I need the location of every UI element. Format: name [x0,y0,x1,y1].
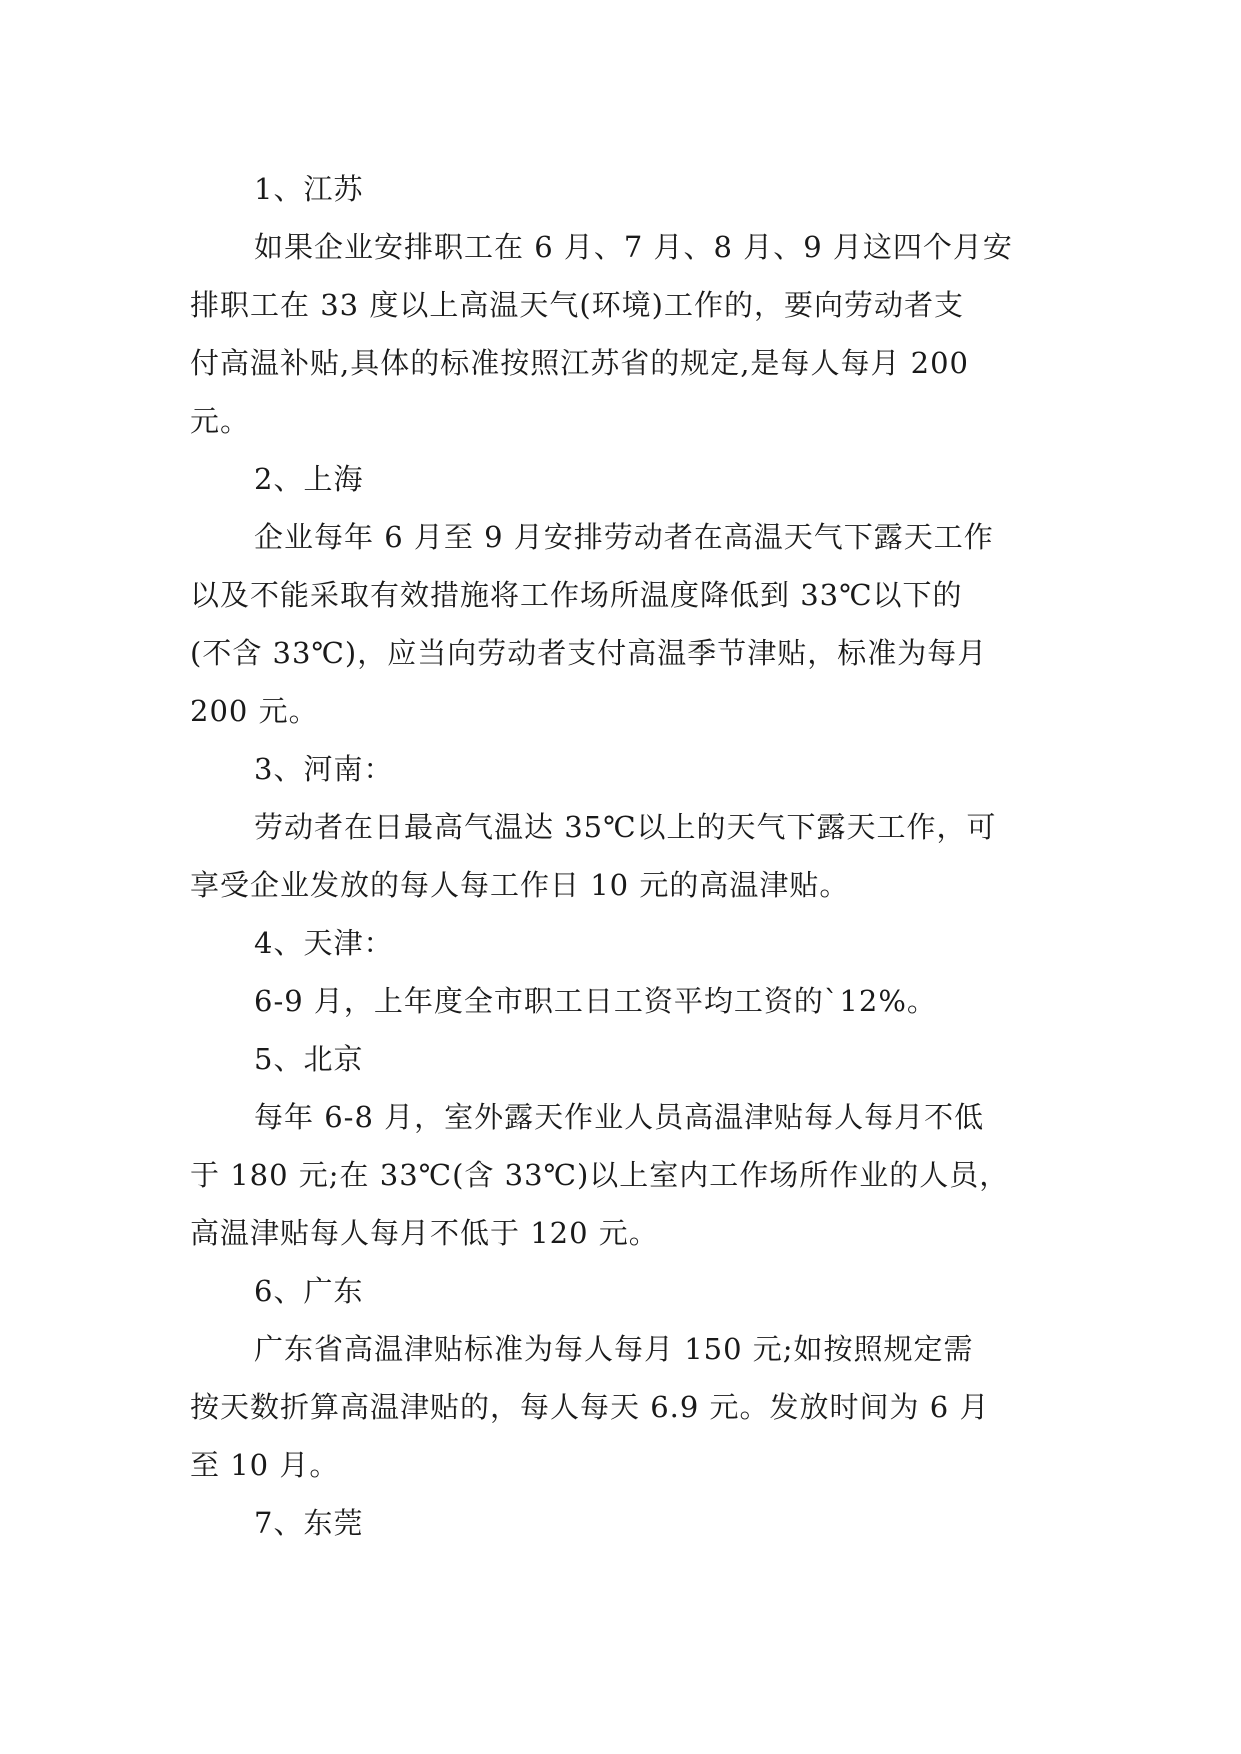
paragraph-line: 以及不能采取有效措施将工作场所温度降低到 33℃以下的 [190,578,963,612]
paragraph-line: 享受企业发放的每人每工作日 10 元的高温津贴。 [190,868,850,902]
paragraph-line: 6-9 月，上年度全市职工日工资平均工资的`12%。 [254,984,937,1018]
section-heading-henan: 3、河南： [254,752,394,786]
section-heading-guangdong: 6、广东 [254,1274,364,1308]
section-heading-tianjin: 4、天津： [254,926,394,960]
paragraph-line: 如果企业安排职工在 6 月、7 月、8 月、9 月这四个月安 [254,230,1013,264]
paragraph-line: 排职工在 33 度以上高温天气(环境)工作的，要向劳动者支 [190,288,964,322]
paragraph-line: 元。 [190,404,251,438]
document-body [190,160,1058,1552]
paragraph-line: 至 10 月。 [190,1448,340,1482]
paragraph-line: (不含 33℃)，应当向劳动者支付高温季节津贴，标准为每月 [190,636,988,670]
section-heading-jiangsu: 1、江苏 [254,172,364,206]
paragraph-line: 按天数折算高温津贴的，每人每天 6.9 元。发放时间为 6 月 [190,1390,990,1424]
paragraph-line: 200 元。 [190,694,319,728]
section-heading-beijing: 5、北京 [254,1042,364,1076]
paragraph-line: 付高温补贴,具体的标准按照江苏省的规定,是每人每月 200 [190,346,970,380]
section-heading-dongguan: 7、东莞 [254,1506,364,1540]
paragraph-line: 企业每年 6 月至 9 月安排劳动者在高温天气下露天工作 [254,520,994,554]
paragraph-line: 劳动者在日最高气温达 35℃以上的天气下露天工作，可 [254,810,997,844]
paragraph-line: 于 180 元;在 33℃(含 33℃)以上室内工作场所作业的人员， [190,1158,1010,1192]
paragraph-line: 广东省高温津贴标准为每人每月 150 元;如按照规定需 [254,1332,974,1366]
paragraph-line: 高温津贴每人每月不低于 120 元。 [190,1216,659,1250]
paragraph-line: 每年 6-8 月，室外露天作业人员高温津贴每人每月不低 [254,1100,985,1134]
section-heading-shanghai: 2、上海 [254,462,364,496]
